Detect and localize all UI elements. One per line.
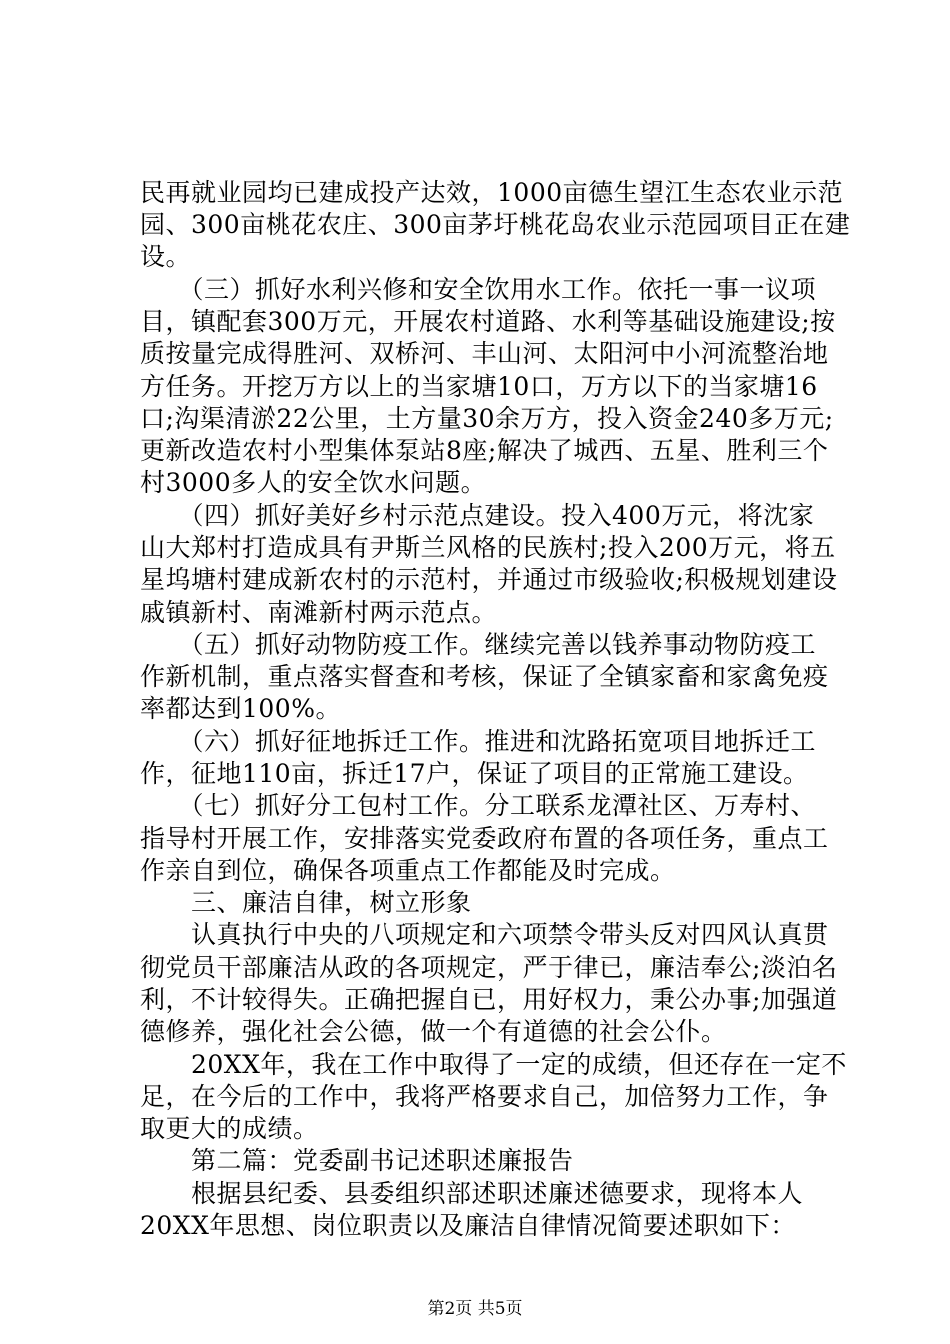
body-text-line: 作，征地110亩，拆迁17户，保证了项目的正常施工建设。 [140,759,809,788]
body-text-line: 更新改造农村小型集体泵站8座;解决了城西、五星、胜利三个 [140,436,829,465]
body-text-line: 村3000多人的安全饮水问题。 [140,468,487,497]
body-text-line: 民再就业园均已建成投产达效，1000亩德生望江生态农业示范 [140,178,844,207]
body-text-line: 足，在今后的工作中，我将严格要求自己，加倍努力工作，争 [140,1082,829,1111]
body-text-line: 率都达到100%。 [140,694,341,723]
body-text-line: 指导村开展工作，安排落实党委政府布置的各项任务，重点工 [140,824,829,853]
body-text-line: 作新机制，重点落实督查和考核，保证了全镇家畜和家禽免疫 [140,662,829,691]
body-text-line: 认真执行中央的八项规定和六项禁令带头反对四风认真贯 [140,920,829,949]
body-text-line: 德修养，强化社会公德，做一个有道德的社会公仆。 [140,1017,727,1046]
section-heading-3: （三）抓好水利兴修和安全饮用水工作。依托一事一议项 [140,275,817,304]
body-text-line: 20XX年思想、岗位职责以及廉洁自律情况简要述职如下： [140,1211,796,1240]
body-text-line: 利，不计较得失。正确把握自已，用好权力，秉公办事;加强道 [140,985,838,1014]
body-text-line: 作亲自到位，确保各项重点工作都能及时完成。 [140,856,676,885]
section-heading-integrity: 三、廉洁自律，树立形象 [140,888,472,917]
body-text-line: 方任务。开挖万方以上的当家塘10口，万方以下的当家塘16 [140,372,818,401]
body-text-line: 质按量完成得胜河、双桥河、丰山河、太阳河中小河流整治地 [140,339,829,368]
section-heading-4: （四）抓好美好乡村示范点建设。投入400万元，将沈家 [140,501,815,530]
body-text-line: 取更大的成绩。 [140,1114,319,1143]
body-text-line: 设。 [140,242,192,271]
section-heading-5: （五）抓好动物防疫工作。继续完善以钱养事动物防疫工 [140,630,817,659]
body-text-line: 园、300亩桃花农庄、300亩茅圩桃花岛农业示范园项目正在建 [140,210,851,239]
body-text-line: 山大郑村打造成具有尹斯兰风格的民族村;投入200万元，将五 [140,533,836,562]
body-text-line: 目，镇配套300万元，开展农村道路、水利等基础设施建设;按 [140,307,836,336]
page-footer: 第2页 共5页 [427,1299,523,1319]
body-text-line: 星坞塘村建成新农村的示范村，并通过市级验收;积极规划建设 [140,565,838,594]
body-text-line: 根据县纪委、县委组织部述职述廉述德要求，现将本人 [140,1179,804,1208]
section-heading-6: （六）抓好征地拆迁工作。推进和沈路拓宽项目地拆迁工 [140,727,817,756]
body-text-line: 20XX年，我在工作中取得了一定的成绩，但还存在一定不 [140,1050,847,1079]
body-text-line: 口;沟渠清淤22公里，土方量30余万方，投入资金240多万元; [140,404,834,433]
section-heading-7: （七）抓好分工包村工作。分工联系龙潭社区、万寿村、 [140,791,817,820]
body-text-line: 戚镇新村、南滩新村两示范点。 [140,598,498,627]
part-two-title: 第二篇：党委副书记述职述廉报告 [140,1146,574,1175]
body-text-line: 彻党员干部廉洁从政的各项规定，严于律已，廉洁奉公;淡泊名 [140,953,838,982]
